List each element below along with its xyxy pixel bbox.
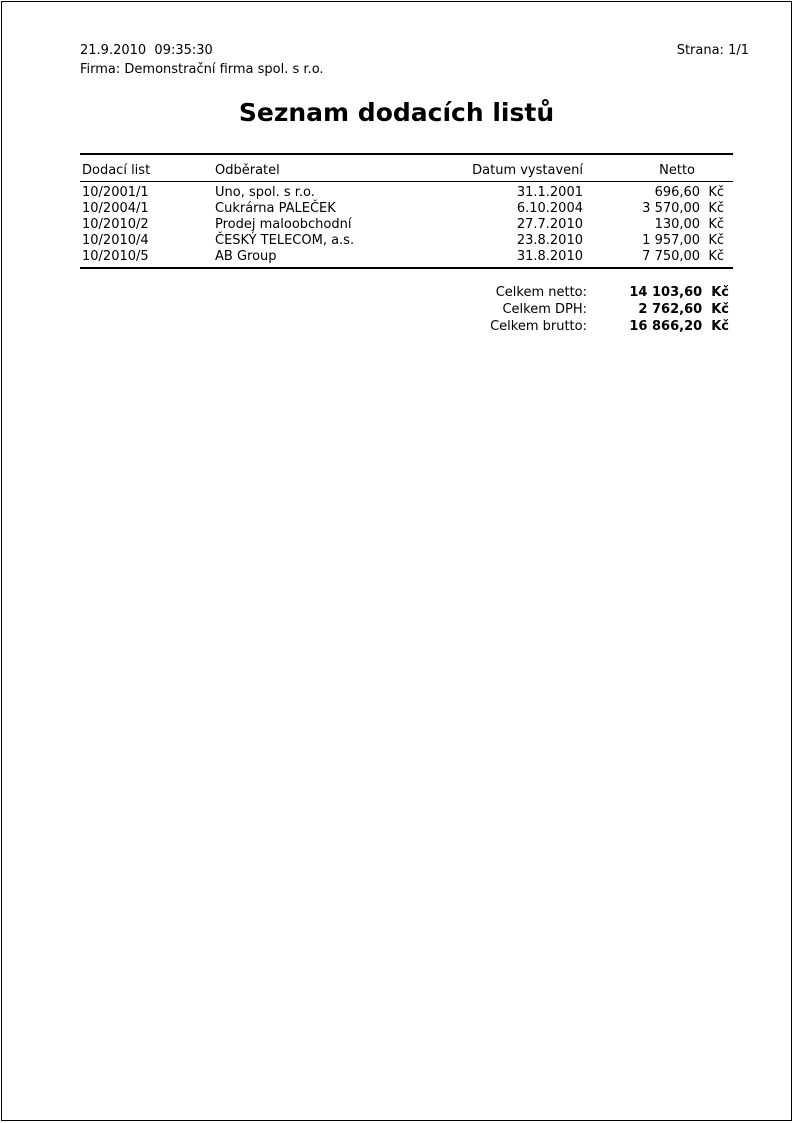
page-indicator: Strana: 1/1 bbox=[676, 43, 749, 58]
cell-netto: 7 750,00 Kč bbox=[642, 249, 724, 264]
table-row bbox=[80, 249, 733, 265]
total-brutto-row bbox=[80, 318, 733, 335]
cell-dodaci-list: 10/2010/4 bbox=[82, 233, 149, 248]
cell-netto: 130,00 Kč bbox=[654, 217, 724, 232]
cell-netto: 1 957,00 Kč bbox=[642, 233, 724, 248]
total-netto-row bbox=[80, 284, 733, 301]
table-row bbox=[80, 201, 733, 217]
totals-block bbox=[80, 284, 733, 335]
cell-odberatel: AB Group bbox=[215, 249, 277, 264]
table-row bbox=[80, 185, 733, 201]
column-header-datum-vystaveni: Datum vystavení bbox=[472, 163, 583, 178]
total-dph-row bbox=[80, 301, 733, 318]
report-title: Seznam dodacích listů bbox=[238, 98, 555, 127]
column-header-odberatel: Odběratel bbox=[215, 163, 280, 178]
column-header-netto: Netto bbox=[659, 163, 695, 178]
total-dph-label: Celkem DPH: bbox=[502, 302, 587, 317]
cell-odberatel: ČESKÝ TELECOM, a.s. bbox=[215, 233, 355, 248]
cell-odberatel: Cukrárna PALEČEK bbox=[215, 201, 336, 216]
table-row bbox=[80, 217, 733, 233]
column-header-dodaci-list: Dodací list bbox=[82, 163, 151, 178]
total-netto-value: 14 103,60 Kč bbox=[629, 285, 729, 300]
total-dph-value: 2 762,60 Kč bbox=[638, 302, 729, 317]
delivery-notes-table bbox=[80, 153, 733, 269]
total-brutto-label: Celkem brutto: bbox=[490, 319, 587, 334]
report-page bbox=[1, 1, 792, 1121]
cell-dodaci-list: 10/2010/5 bbox=[82, 249, 149, 264]
total-netto-label: Celkem netto: bbox=[495, 285, 587, 300]
cell-netto: 696,60 Kč bbox=[654, 185, 724, 200]
table-row bbox=[80, 233, 733, 249]
cell-odberatel: Prodej maloobchodní bbox=[215, 217, 352, 232]
cell-datum: 31.8.2010 bbox=[516, 249, 583, 264]
cell-datum: 31.1.2001 bbox=[516, 185, 583, 200]
cell-datum: 27.7.2010 bbox=[516, 217, 583, 232]
cell-datum: 23.8.2010 bbox=[516, 233, 583, 248]
table-body bbox=[80, 182, 733, 269]
cell-dodaci-list: 10/2004/1 bbox=[82, 201, 149, 216]
cell-odberatel: Uno, spol. s r.o. bbox=[215, 185, 315, 200]
cell-datum: 6.10.2004 bbox=[516, 201, 583, 216]
cell-dodaci-list: 10/2010/2 bbox=[82, 217, 149, 232]
total-brutto-value: 16 866,20 Kč bbox=[629, 319, 729, 334]
table-header-row bbox=[80, 155, 733, 182]
report-header bbox=[80, 41, 749, 79]
report-firm: Firma: Demonstrační firma spol. s r.o. bbox=[80, 62, 324, 77]
report-header-left bbox=[80, 41, 324, 79]
report-datetime: 21.9.2010 09:35:30 bbox=[80, 43, 213, 58]
cell-dodaci-list: 10/2001/1 bbox=[82, 185, 149, 200]
cell-netto: 3 570,00 Kč bbox=[642, 201, 724, 216]
